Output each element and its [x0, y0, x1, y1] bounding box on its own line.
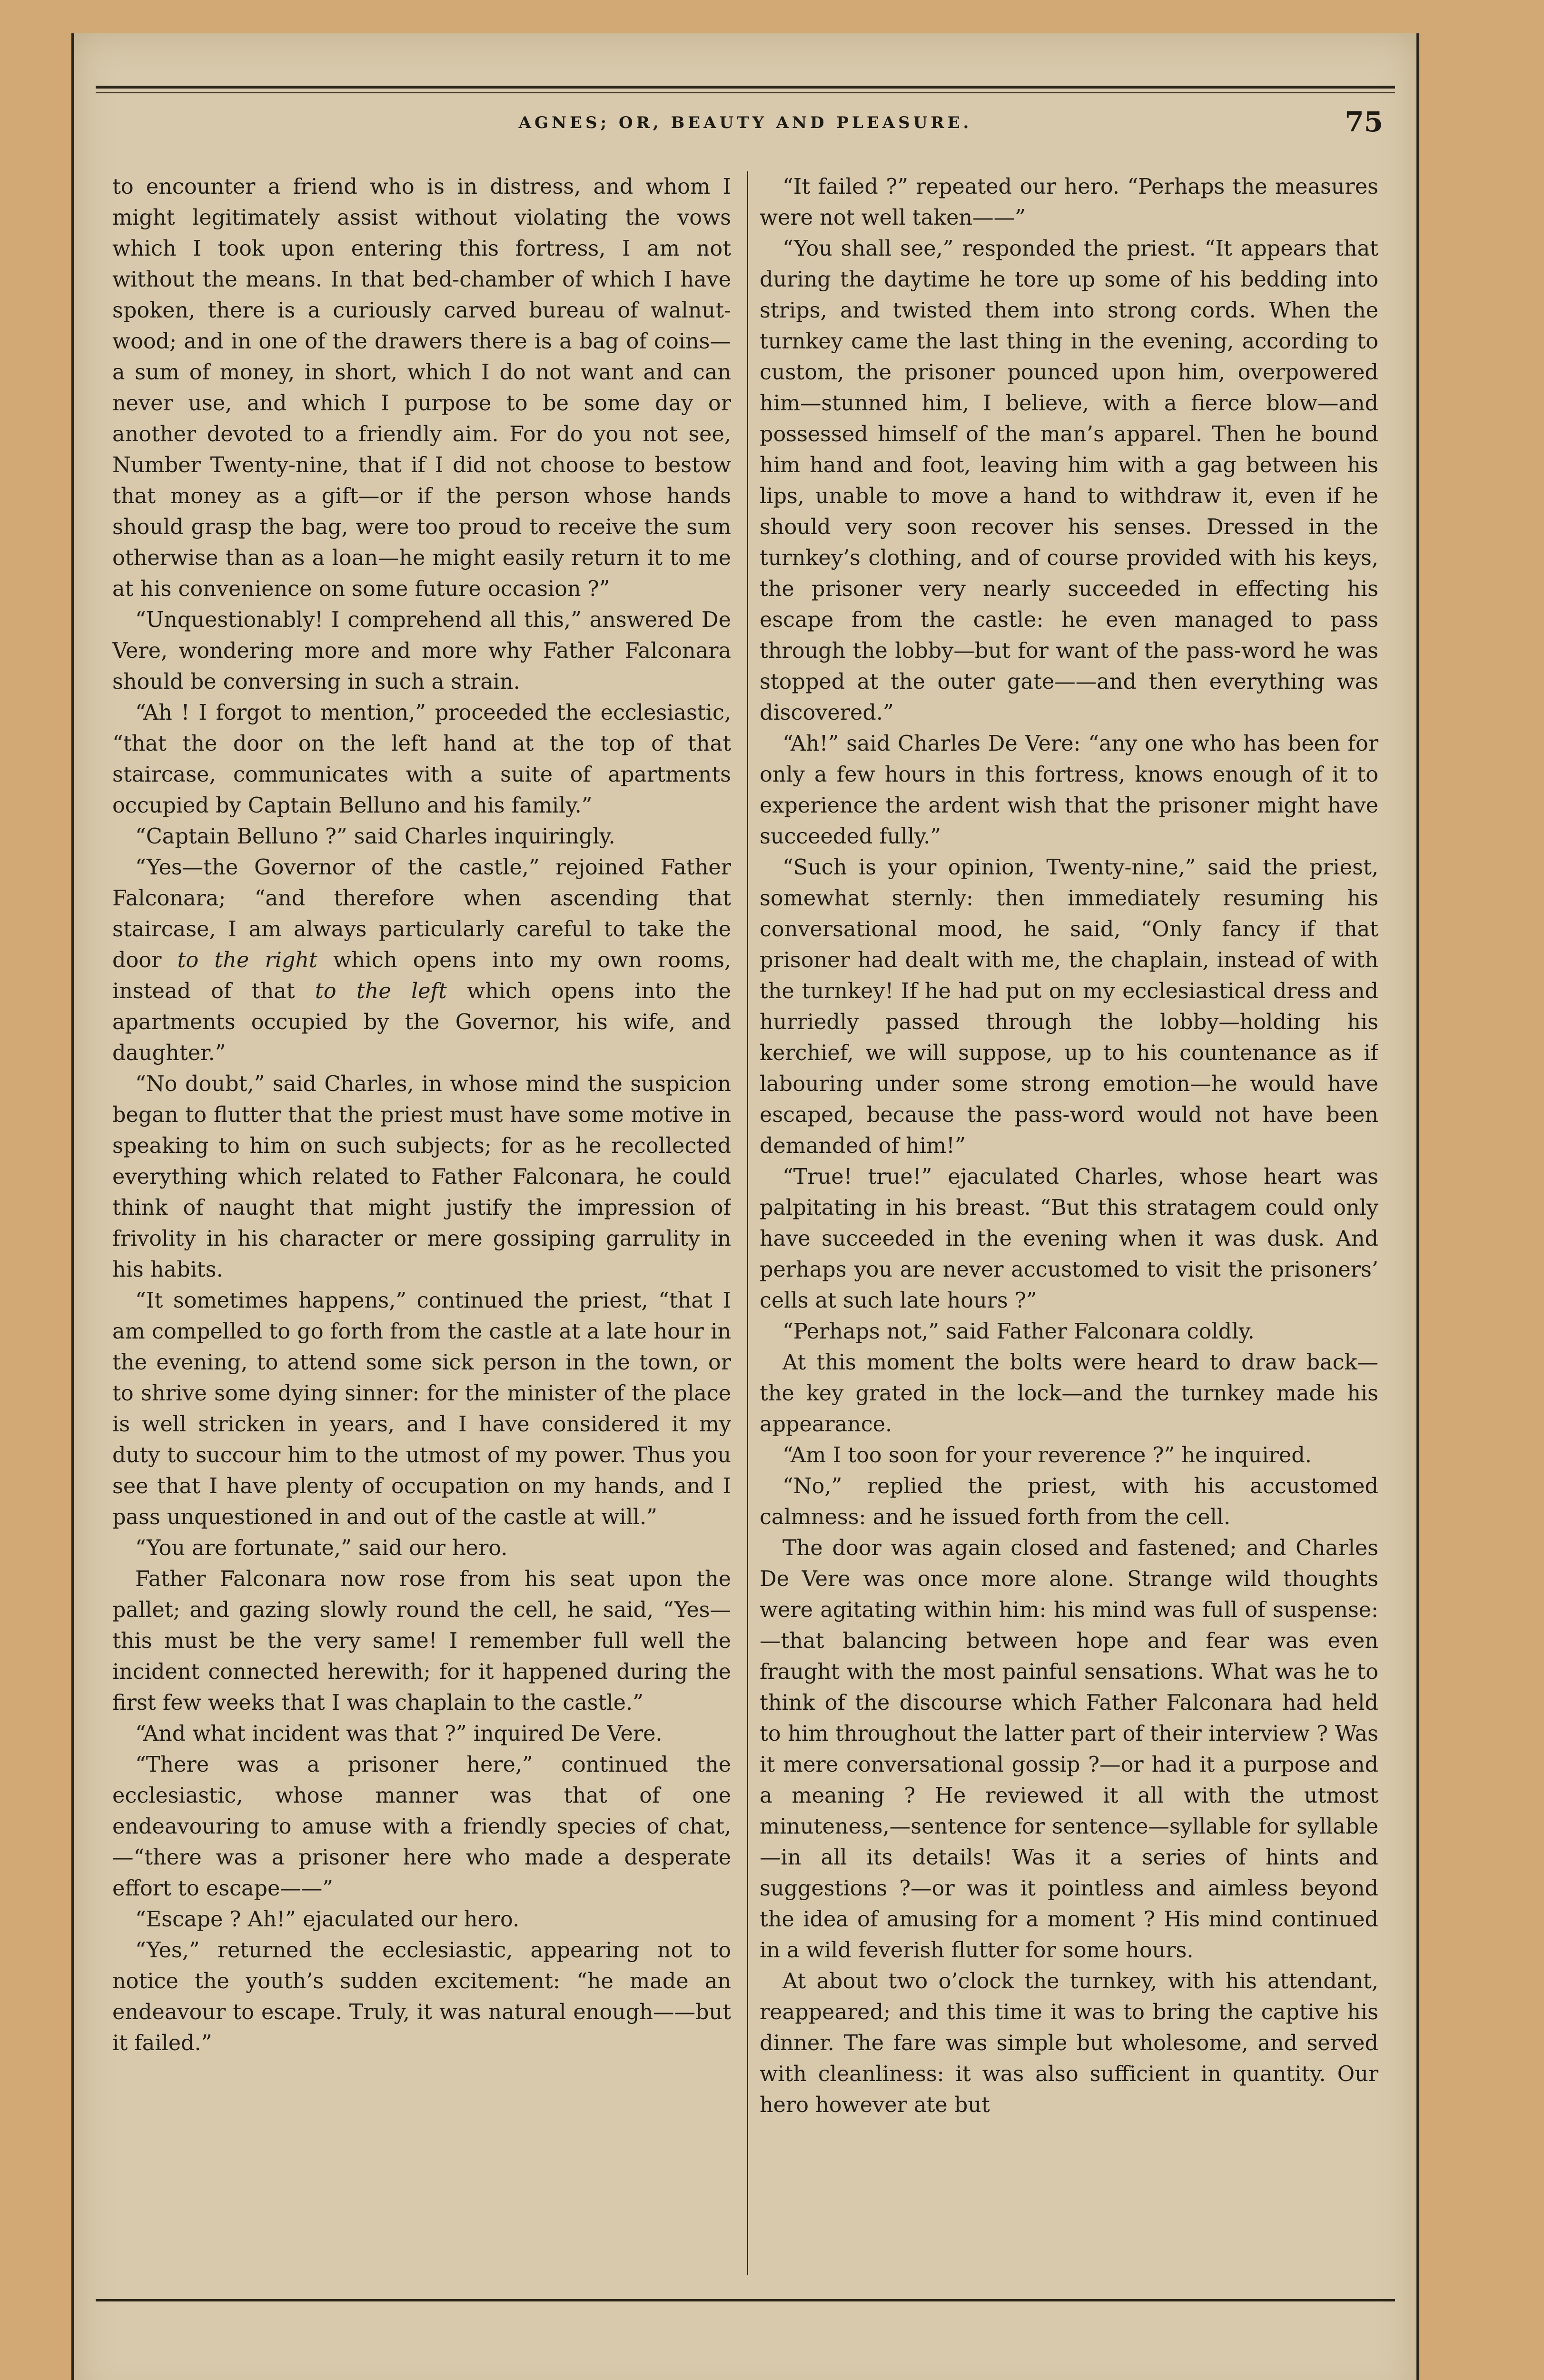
right-column: [760, 171, 1378, 2285]
column-divider: [747, 171, 748, 2275]
paragraph: “Ah ! I forgot to mention,” proceeded the ecclesiastic, “that the door on the left hand at the top of that staircase, communicates with a suite of apartments occupied by Captain Belluno and his family.”: [112, 701, 731, 818]
paragraph: The door was again closed and fastened; and Charles De Vere was once more alone. Strange wild thoughts were agitating within him: his mind was full of suspense:—that balancing between hope and fear was even fraught with the most painful sensations. What was he to think of the discourse which Father Falconara had held to him throughout the latter part of their interview ? Was it mere conversational gossip ?—or had it a purpose and a meaning ? He reviewed it all with the utmost minuteness,—sentence for sentence—syllable for syllable—in all its details! Was it a series of hints and suggestions ?—or was it pointless and aimless beyond the idea of amusing for a moment ? His mind continued in a wild feverish flutter for some hours.: [760, 1536, 1378, 1963]
paragraph: “You shall see,” responded the priest. “It appears that during the daytime he tore up some of his bedding into strips, and twisted them into strong cords. When the turnkey came the last thing in the evening, according to custom, the prisoner pounced upon him, overpowered him—stunned him, I believe, with a fierce blow—and possessed himself of the man’s apparel. Then he bound him hand and foot, leaving him with a gag between his lips, unable to move a hand to withdraw it, even if he should very soon recover his senses. Dressed in the turnkey’s clothing, and of course provided with his keys, the prisoner very nearly succeeded in effecting his escape from the castle: he even managed to pass through the lobby—but for want of the pass-word he was stopped at the outer gate——and then everything was discovered.”: [760, 237, 1378, 725]
paragraph: “True! true!” ejaculated Charles, whose heart was palpitating in his breast. “But this stratagem could only have succeeded in the evening when it was dusk. And perhaps you are never accustomed to visit the prisoners’ cells at such late hours ?”: [760, 1165, 1378, 1313]
header-rule-thin: [96, 92, 1395, 93]
page-number: 75: [1345, 106, 1383, 138]
paragraph: “There was a prisoner here,” continued the ecclesiastic, whose manner was that of one endeavouring to amuse with a friendly species of chat,—“there was a prisoner here who made a desperate effort to escape——”: [112, 1753, 731, 1901]
book-page: [71, 33, 1419, 2380]
paragraph: At about two o’clock the turnkey, with his attendant, reappeared; and this time it was to bring the captive his dinner. The fare was simple but wholesome, and served with cleanliness: it was also sufficient in quantity. Our hero however ate but: [760, 1969, 1378, 2117]
running-title: AGNES; OR, BEAUTY AND PLEASURE.: [518, 113, 972, 132]
paragraph: “No doubt,” said Charles, in whose mind the suspicion began to flutter that the priest must have some motive in speaking to him on such subjects; for as he recollected everything which related to Father Falconara, he could think of naught that might justify the impression of frivolity in his character or mere gossiping garrulity in his habits.: [112, 1072, 731, 1282]
paragraph: Father Falconara now rose from his seat upon the pallet; and gazing slowly round the cell, he said, “Yes—this must be the very same! I remember full well the incident connected herewith; for it happened during the first few weeks that I was chaplain to the castle.”: [112, 1567, 731, 1715]
paragraph: “Such is your opinion, Twenty-nine,” said the priest, somewhat sternly: then immediately resuming his conversational mood, he said, “Only fancy if that prisoner had dealt with me, the chaplain, instead of with the turnkey! If he had put on my ecclesiastical dress and hurriedly passed through the lobby—holding his kerchief, we will suppose, up to his countenance as if labouring under some strong emotion—he would have escaped, because the pass-word would not have been demanded of him!”: [760, 855, 1378, 1158]
left-column: [112, 171, 731, 2285]
paragraph: “Perhaps not,” said Father Falconara coldly.: [782, 1319, 1255, 1344]
paragraph: “Captain Belluno ?” said Charles inquiringly.: [135, 824, 615, 849]
paragraph: “It failed ?” repeated our hero. “Perhaps the measures were not well taken——”: [760, 175, 1378, 230]
italic-phrase: to the left: [315, 979, 447, 1003]
paragraph-text: “Yes—the Governor of the castle,” rejoined Father Falconara; “and therefore when ascending that staircase, I am always particularly careful to take the door: [112, 855, 731, 972]
paragraph: “It sometimes happens,” continued the priest, “that I am compelled to go forth from the castle at a late hour in the evening, to attend some sick person in the town, or to shrive some dying sinner: for the minister of the place is well stricken in years, and I have considered it my duty to succour him to the utmost of my power. Thus you see that I have plenty of occupation on my hands, and I pass unquestioned in and out of the castle at will.”: [112, 1289, 731, 1529]
paragraph: “No,” replied the priest, with his accustomed calmness: and he issued forth from the cell.: [760, 1474, 1378, 1529]
paragraph: to encounter a friend who is in distress, and whom I might legitimately assist without violating the vows which I took upon entering this fortress, I am not without the means. In that bed-chamber of which I have spoken, there is a curiously carved bureau of walnut-wood; and in one of the drawers there is a bag of coins—a sum of money, in short, which I do not want and can never use, and which I purpose to be some day or another devoted to a friendly aim. For do you not see, Number Twenty-nine, that if I did not choose to bestow that money as a gift—or if the person whose hands should grasp the bag, were too proud to receive the sum otherwise than as a loan—he might easily return it to me at his convenience on some future occasion ?”: [112, 175, 731, 601]
paragraph-text: which opens into my own rooms, instead of that: [112, 948, 731, 1003]
footer-rule: [96, 2299, 1395, 2301]
italic-phrase: to the right: [177, 948, 317, 972]
paragraph: At this moment the bolts were heard to draw back—the key grated in the lock—and the turnkey made his appearance.: [760, 1350, 1378, 1437]
paragraph-text: which opens into the apartments occupied by the Governor, his wife, and daughter.”: [112, 979, 731, 1065]
paragraph: “Unquestionably! I comprehend all this,” answered De Vere, wondering more and more why Father Falconara should be conversing in such a strain.: [112, 608, 731, 694]
paragraph: “Yes,” returned the ecclesiastic, appearing not to notice the youth’s sudden excitement: “he made an endeavour to escape. Truly, it was natural enough——but it failed.”: [112, 1938, 731, 2055]
paragraph: “Ah!” said Charles De Vere: “any one who has been for only a few hours in this fortress, knows enough of it to experience the ardent wish that the prisoner might have succeeded fully.”: [760, 732, 1378, 849]
paragraph: [112, 852, 731, 1069]
paragraph: “Am I too soon for your reverence ?” he inquired.: [782, 1443, 1312, 1468]
paragraph: “And what incident was that ?” inquired De Vere.: [135, 1722, 663, 1746]
paragraph: “You are fortunate,” said our hero.: [135, 1536, 508, 1560]
paragraph: “Escape ? Ah!” ejaculated our hero.: [135, 1907, 520, 1932]
header-rule: [96, 86, 1395, 89]
